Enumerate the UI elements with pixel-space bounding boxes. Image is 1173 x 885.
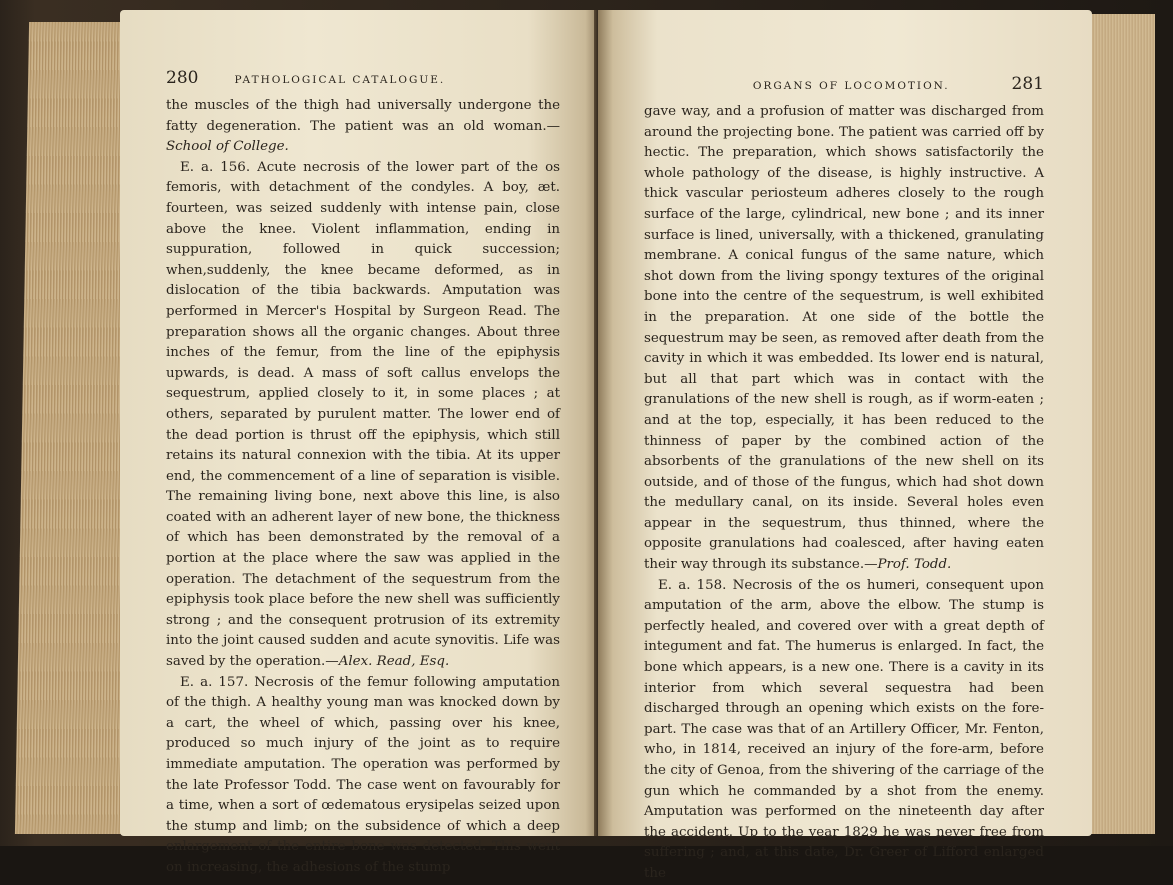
paragraph: E. a. 156. Acute necrosis of the lower part of the os femoris, with detachment of the condyles. A boy, æt. fourteen, was seized suddenly with intense pain, close above the knee. Violent inflammation, ending in suppuration, followed in quick succession; when,suddenly, the knee became deformed, as in dislocation of the tibia backwards. Amputation was performed in Mercer's Hospital by Surgeon Read. The preparation shows all the organic changes. About three inches of the femur, from the line of the epiphysis upwards, is dead. A mass of soft callus envelops the sequestrum, applied closely to it, in some places ; at others, separated by purulent matter. The lower end of the dead portion is thrust off the epiphysis, which still retains its natural connexion with the tibia. At its upper end, the commencement of a line of separation is visible. The remaining living bone, next above this line, is also coated with an adherent layer of new bone, the thickness of which has been demonstrated by the removal of a portion at the place where the saw was applied in the operation. The detachment of the sequestrum from the epiphysis took place before the new shell was sufficiently strong ; and the consequent protrusion of its extremity into the joint caused sudden and acute synovitis. Life was saved by the operation.—Alex. Read, Esq. (166, 159, 560, 670)
left-page (120, 10, 600, 875)
attribution: Alex. Read, Esq. (338, 654, 450, 670)
paragraph: gave way, and a profusion of matter was discharged from around the projecting bone. The patient was carried off by hectic. The preparation, which shows satisfactorily the whole pathology of the disease, is highly instructive. A thick vascular periosteum adheres closely to the rough surface of the large, cylindrical, new bone ; and its inner surface is lined, universally, with a thickened, granulating membrane. A conical fungus of the same nature, which shot down from the living spongy textures of the original bone into the centre of the sequestrum, is well exhibited in the preparation. At one side of the bottle the sequestrum may be seen, as removed after death from the cavity in which it was embedded. Its lower end is natural, but all that part which was in contact with the granulations of the new shell is rough, as if worm-eaten ; and at the top, especially, it has been reduced to the thinness of paper by the combined action of the absorbents of the granulations of the new shell on its outside, and of those of the fungus, which had shot down the medullary canal, on its inside. Several holes even appear in the sequestrum, thus thinned, where the opposite granulations had coalesced, after having eaten their way through its substance.—Prof. Todd. (644, 104, 1044, 573)
attribution: Prof. Todd. (877, 557, 952, 573)
right-page-edges (1085, 14, 1155, 834)
paragraph: E. a. 157. Necrosis of the femur following amputation of the thigh. A healthy young man was knocked down by a cart, the wheel of which, passing over his knee, produced so much injury of the joint as to require immediate amputation. The operation was performed by the late Professor Todd. The case went on favourably for a time, when a sort of œdematous erysipelas seized upon the stump and limb; on the subsidence of which a deep enlargement of the entire bone was detected. This went on increasing, the adhesions of the stump (166, 674, 560, 875)
running-head: ORGANS OF LOCOMOTION. (752, 80, 950, 92)
left-page-header (166, 68, 560, 88)
left-page-body (166, 96, 560, 879)
right-page-header (644, 74, 1044, 94)
page-number: 281 (1011, 74, 1044, 94)
attribution: School of College. (166, 139, 289, 155)
paragraph: the muscles of the thigh had universally undergone the fatty degeneration. The patient was an old woman.—School of College. (166, 98, 560, 155)
right-page-body (644, 102, 1044, 885)
page-number: 280 (166, 68, 199, 88)
right-page (598, 10, 1092, 881)
running-head: PATHOLOGICAL CATALOGUE. (234, 74, 446, 86)
paragraph: E. a. 158. Necrosis of the os humeri, consequent upon amputation of the arm, above the elbow. The stump is perfectly healed, and covered over with a great depth of integument and fat. The humerus is enlarged. In fact, the bone which appears, is a new one. There is a cavity in its interior from which several sequestra had been discharged through an opening which exists on the fore-part. The case was that of an Artillery Officer, Mr. Fenton, who, in 1814, received an injury of the fore-arm, before the city of Genoa, from the shivering of the carriage of the gun which he commanded by a shot from the enemy. Amputation was performed on the nineteenth day after the accident. Up to the year 1829 he was never free from suffering ; and, at this date, Dr. Greer of Lifford enlarged the (644, 577, 1044, 881)
